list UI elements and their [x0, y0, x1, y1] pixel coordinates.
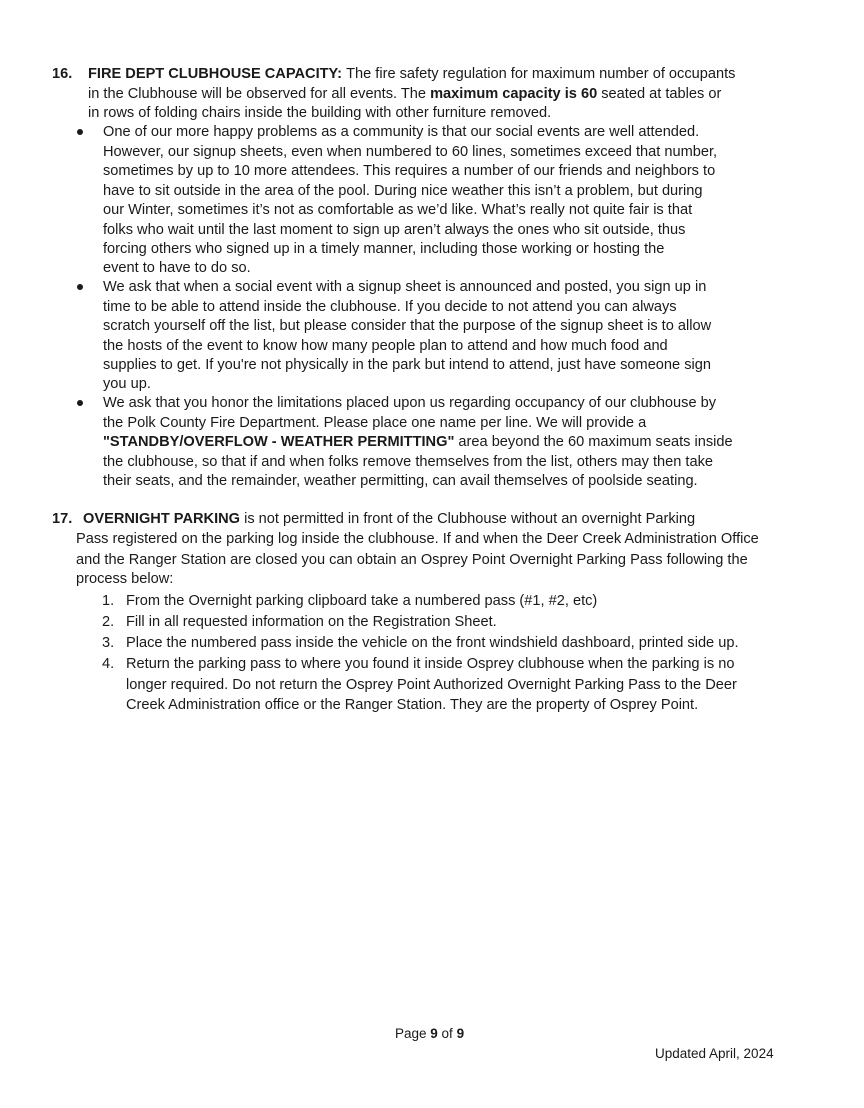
section-16-intro-part1: The fire safety regulation for maximum number of occupants: [346, 66, 736, 82]
page-number: Page 9 of 9: [395, 1026, 465, 1041]
section-17-intro-line: Pass registered on the parking log inside the clubhouse. If and when the Deer Creek Administration Office: [76, 531, 759, 547]
bullet-2-line: scratch yourself off the list, but please consider that the purpose of the signup sheet is to allow: [103, 318, 712, 334]
bullet-2-line: the hosts of the event to know how many people plan to attend and how much food and: [103, 338, 668, 354]
section-16-intro-line2: in the Clubhouse will be observed for all events. The maximum capacity is 60 seated at tables or: [88, 86, 722, 102]
bullet-2-line: time to be able to attend inside the clubhouse. If you decide to not attend you can always: [103, 299, 677, 315]
bullet-1-line: our Winter, sometimes it’s not as comfortable as we’d like. What’s really not quite fair is that: [103, 202, 693, 218]
section-17-intro-part1: is not permitted in front of the Clubhouse without an overnight Parking: [240, 511, 696, 527]
bullet-3-line: their seats, and the remainder, weather permitting, can avail themselves of poolside seating.: [103, 473, 698, 489]
section-17-intro-line: and the Ranger Station are closed you can obtain an Osprey Point Overnight Parking Pass following the: [76, 552, 748, 568]
section-16-first-line: [52, 65, 735, 85]
bullet-3-line: the clubhouse, so that if and when folks remove themselves from the list, others may then take: [103, 454, 714, 470]
bullet-icon: [77, 400, 83, 406]
section-17-number: 17.: [52, 511, 73, 527]
step-text: Place the numbered pass inside the vehicle on the front windshield dashboard, printed side up.: [126, 635, 739, 651]
bullet-2-line: We ask that when a social event with a signup sheet is announced and posted, you sign up in: [103, 279, 707, 295]
section-16-intro-line3: in rows of folding chairs inside the building with other furniture removed.: [88, 105, 552, 121]
bullet-icon: [77, 284, 83, 290]
bullet-1-line: folks who wait until the last moment to sign up aren’t always the ones who sit outside, thus: [103, 222, 686, 238]
step-number: 4.: [102, 656, 115, 672]
bullet-1-line: However, our signup sheets, even when numbered to 60 lines, sometimes exceed that number,: [103, 144, 718, 160]
standby-overflow-label: "STANDBY/OVERFLOW - WEATHER PERMITTING": [103, 434, 455, 450]
bullet-3-line: We ask that you honor the limitations placed upon us regarding occupancy of our clubhouse by: [103, 395, 717, 411]
bullet-1-line: forcing others who signed up in a timely manner, including those working or hosting the: [103, 241, 665, 257]
step-text: Creek Administration office or the Ranger Station. They are the property of Osprey Point.: [126, 697, 699, 713]
bullet-2-line: you up.: [103, 376, 151, 392]
bullet-3-line: the Polk County Fire Department. Please place one name per line. We will provide a: [103, 415, 647, 431]
step-text: From the Overnight parking clipboard take a numbered pass (#1, #2, etc): [126, 593, 598, 609]
section-17-heading: OVERNIGHT PARKING: [83, 511, 241, 527]
step-text: Fill in all requested information on the Registration Sheet.: [126, 614, 497, 630]
step-number: 2.: [102, 614, 115, 630]
bullet-1-line: One of our more happy problems as a community is that our social events are well attended.: [103, 124, 700, 140]
section-16-heading: FIRE DEPT CLUBHOUSE CAPACITY:: [88, 66, 343, 82]
step-number: 1.: [102, 593, 115, 609]
bullet-1-line: have to sit outside in the area of the pool. During nice weather this isn’t a problem, but during: [103, 183, 703, 199]
bullet-1-line: event to have to do so.: [103, 260, 251, 276]
step-number: 3.: [102, 635, 115, 651]
bullet-icon: [77, 129, 83, 135]
section-17-intro-line: process below:: [76, 571, 174, 587]
max-capacity-emphasis: maximum capacity is 60: [430, 86, 598, 102]
bullet-1-line: sometimes by up to 10 more attendees. This requires a number of our friends and neighbors to: [103, 163, 716, 179]
section-16-number: 16.: [52, 66, 73, 82]
step-text: Return the parking pass to where you found it inside Osprey clubhouse when the parking is no: [126, 656, 735, 672]
bullet-3-line: "STANDBY/OVERFLOW - WEATHER PERMITTING" area beyond the 60 maximum seats inside: [103, 434, 733, 450]
bullet-2-line: supplies to get. If you're not physically in the park but intend to attend, just have someone sign: [103, 357, 711, 373]
step-text: longer required. Do not return the Osprey Point Authorized Overnight Parking Pass to the Deer: [126, 677, 737, 693]
section-17-first-line: [52, 510, 695, 530]
updated-date: Updated April, 2024: [655, 1046, 774, 1061]
